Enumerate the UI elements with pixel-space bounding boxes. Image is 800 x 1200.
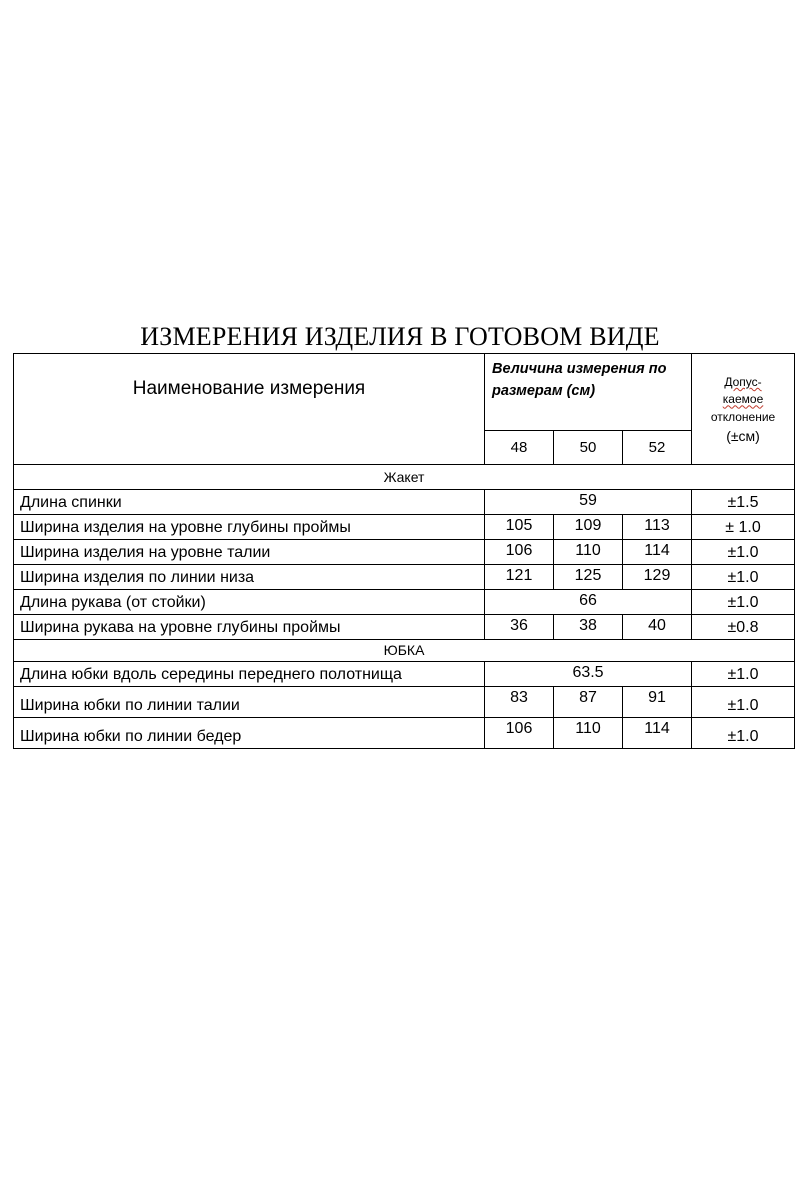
- row-value-48: 121: [485, 565, 554, 590]
- header-tolerance-cell: [692, 354, 795, 465]
- row-name: Ширина изделия по линии низа: [14, 565, 485, 590]
- row-value-52: 129: [623, 565, 692, 590]
- row-name: Ширина изделия на уровне талии: [14, 540, 485, 565]
- table-row: [14, 590, 795, 615]
- table-row: [14, 565, 795, 590]
- header-name-cell: [14, 354, 485, 465]
- row-name: Ширина юбки по линии бедер: [14, 718, 485, 749]
- table-row: [14, 718, 795, 749]
- size-header-48: 48: [485, 431, 554, 465]
- row-value-48: 105: [485, 515, 554, 540]
- row-value-52: 91: [623, 687, 692, 718]
- row-value-48: 106: [485, 718, 554, 749]
- row-value-52: 114: [623, 540, 692, 565]
- row-tolerance: ±1.0: [692, 718, 795, 749]
- row-value-48: 36: [485, 615, 554, 640]
- header-measure-line2: размерам (см): [492, 382, 596, 399]
- row-name: Длина спинки: [14, 490, 485, 515]
- table-row: [14, 490, 795, 515]
- row-tolerance: ±1.0: [692, 687, 795, 718]
- header-tolerance-line2: каемое: [722, 392, 764, 407]
- row-value-52: 113: [623, 515, 692, 540]
- row-tolerance: ±1.0: [692, 662, 795, 687]
- row-value-48: 106: [485, 540, 554, 565]
- header-tolerance-line3: отклонение: [710, 409, 776, 424]
- row-value-50: 109: [554, 515, 623, 540]
- row-tolerance: ±0.8: [692, 615, 795, 640]
- row-value-merged: 59: [485, 490, 692, 515]
- row-value-52: 40: [623, 615, 692, 640]
- size-header-52: 52: [623, 431, 692, 465]
- row-tolerance: ±1.0: [692, 590, 795, 615]
- header-measure-line1: Величина измерения по: [492, 361, 667, 377]
- size-header-50: 50: [554, 431, 623, 465]
- row-tolerance: ±1.0: [692, 565, 795, 590]
- row-tolerance: ±1.5: [692, 490, 795, 515]
- table-row: [14, 662, 795, 687]
- section-header-jacket: Жакет: [14, 465, 795, 490]
- row-value-50: 38: [554, 615, 623, 640]
- row-value-merged: 66: [485, 590, 692, 615]
- table-row: [14, 515, 795, 540]
- page-title: ИЗМЕРЕНИЯ ИЗДЕЛИЯ В ГОТОВОМ ВИДЕ: [140, 322, 660, 351]
- row-name: Ширина изделия на уровне глубины проймы: [14, 515, 485, 540]
- table-row: [14, 687, 795, 718]
- table-row: [14, 615, 795, 640]
- row-value-50: 87: [554, 687, 623, 718]
- row-name: Длина юбки вдоль середины переднего полотнища: [14, 662, 485, 687]
- header-tolerance-line1: Допус-: [724, 375, 762, 389]
- row-name: Ширина рукава на уровне глубины проймы: [14, 615, 485, 640]
- row-name: Длина рукава (от стойки): [14, 590, 485, 615]
- row-tolerance: ±1.0: [692, 540, 795, 565]
- row-value-merged: 63.5: [485, 662, 692, 687]
- header-name-label: Наименование измерения: [132, 378, 366, 399]
- section-header-skirt: ЮБКА: [14, 640, 795, 662]
- header-measure-cell: [485, 354, 692, 431]
- row-value-50: 110: [554, 718, 623, 749]
- table-row: [14, 540, 795, 565]
- header-tolerance-line4: (±см): [726, 428, 760, 445]
- row-value-52: 114: [623, 718, 692, 749]
- row-tolerance: ± 1.0: [692, 515, 795, 540]
- row-name: Ширина юбки по линии талии: [14, 687, 485, 718]
- row-value-50: 110: [554, 540, 623, 565]
- measurements-table: [13, 353, 795, 749]
- row-value-50: 125: [554, 565, 623, 590]
- row-value-48: 83: [485, 687, 554, 718]
